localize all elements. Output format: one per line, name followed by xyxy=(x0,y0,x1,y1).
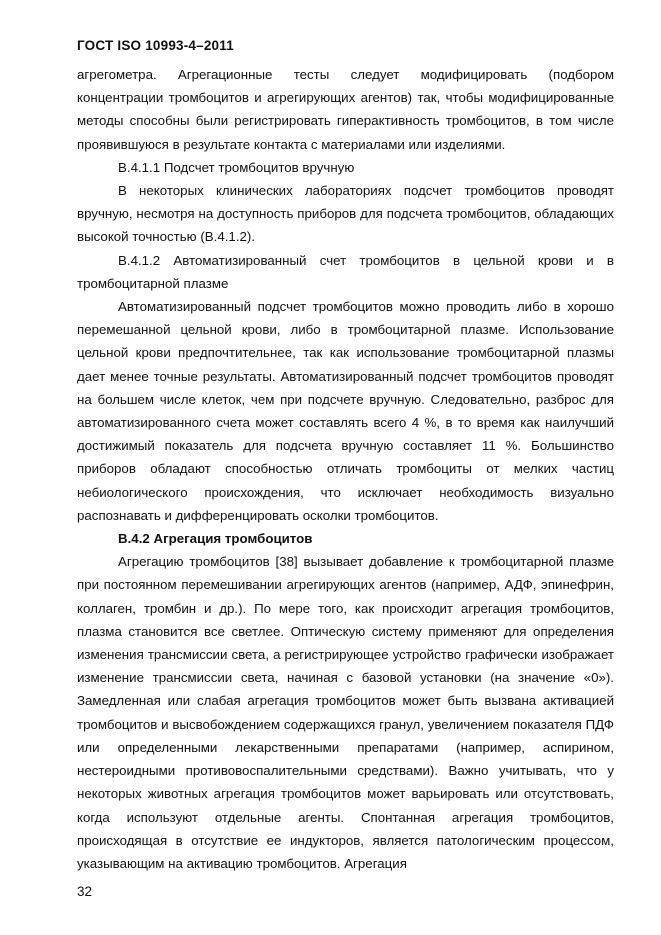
paragraph: Агрегацию тромбоцитов [38] вызывает добавление к тромбоцитарной плазме при постоянном перемешивании агрегирующих агентов (например, АДФ, эпинефрин, коллаген, тромбин и др.). По мере того, как происходит агрегация тромбоцитов, плазма становится все светлее. Оптическую систему применяют для определения изменения трансмиссии света, а регистрирующее устройство графически изображает изменение трансмиссии света, начиная с базовой установки (на значение «0»). Замедленная или слабая агрегация тромбоцитов может быть вызвана активацией тромбоцитов и высвобождением содержащихся гранул, увеличением показателя ПДФ или определенными лекарственными препаратами (например, аспирином, нестероидными противовоспалительными средствами). Важно учитывать, что у некоторых животных агрегация тромбоцитов может варьировать или отсутствовать, когда используют отдельные агенты. Спонтанная агрегация тромбоцитов, происходящая в отсутствие ее индукторов, является патологическим процессом, указывающим на активацию тромбоцитов. Агрегация xyxy=(77,554,614,871)
section-heading-b-4-2: В.4.2 Агрегация тромбоцитов xyxy=(118,531,313,547)
paragraph: Автоматизированный подсчет тромбоцитов можно проводить либо в хорошо перемешанной цельной крови, либо в тромбоцитарной плазме. Использование цельной крови предпочтительнее, так как использование тромбоцитарной плазмы дает менее точные результаты. Автоматизированный подсчет тромбоцитов проводят на большем числе клеток, чем при подсчете вручную. Следовательно, разброс для автоматизированного счета может составлять всего 4 %, в то время как наилучший достижимый показатель для подсчета вручную составляет 11 %. Большинство приборов обладают способностью отличать тромбоциты от мелких частиц небиологического происхождения, что исключает необходимость визуально распознавать и дифференцировать осколки тромбоцитов. xyxy=(77,299,614,523)
section-heading-b-4-1-2: В.4.1.2 Автоматизированный счет тромбоцитов в цельной крови и в тромбоцитарной плазме xyxy=(77,252,614,291)
document-body xyxy=(77,63,614,875)
paragraph: В некоторых клинических лабораториях подсчет тромбоцитов проводят вручную, несмотря на доступность приборов для подсчета тромбоцитов, обладающих высокой точностью (В.4.1.2). xyxy=(77,183,614,245)
paragraph-continuation: агрегометра. Агрегационные тесты следует модифицировать (подбором концентрации тромбоцитов и агрегирующих агентов) так, чтобы модифицированные методы способны были регистрировать гиперактивность тромбоцитов, в том числе проявившуюся в результате контакта с материалами или изделиями. xyxy=(77,67,614,152)
page-number: 32 xyxy=(77,884,93,899)
document-header-title: ГОСТ ISO 10993-4–2011 xyxy=(77,38,234,53)
section-heading-b-4-1-1: В.4.1.1 Подсчет тромбоцитов вручную xyxy=(118,159,355,175)
